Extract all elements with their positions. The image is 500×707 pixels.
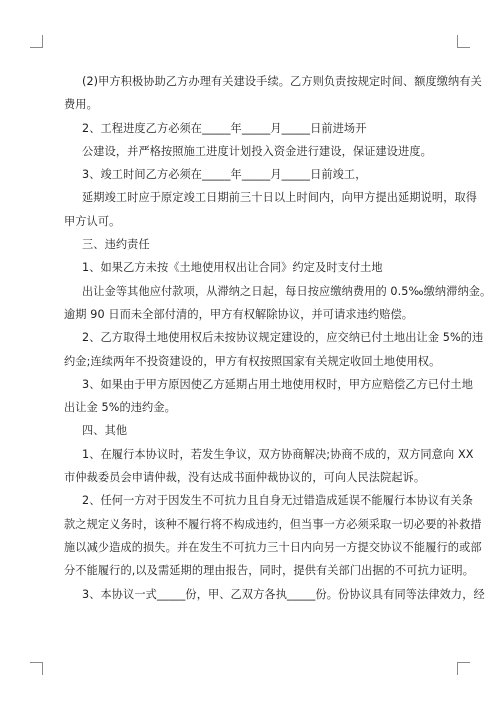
paragraph-line: 2、任何一方对于因发生不可抗力且自身无过错造成延误不能履行本协议有关条 <box>82 494 473 508</box>
paragraph-line: 市仲裁委员会申请仲裁，没有达成书面仲裁协议的，可向人民法院起诉。 <box>64 471 426 485</box>
paragraph-line: 费用。 <box>64 98 98 112</box>
crop-mark-bottom-left <box>30 662 43 675</box>
paragraph-line: 出让金等其他应付款项，从滞纳之日起，每日按应缴纳费用的 0.5‰缴纳滞纳金。 <box>82 284 492 298</box>
paragraph-line: 延期竣工时应于原定竣工日期前三十日以上时间内，向甲方提出延期说明，取得 <box>82 191 478 205</box>
crop-mark-top-left <box>30 35 43 48</box>
document-body <box>64 70 492 606</box>
paragraph-line: 3、如果由于甲方原因使乙方延期占用土地使用权时，甲方应赔偿乙方已付土地 <box>82 377 473 391</box>
paragraph-line: 逾期 90 日而未全部付清的，甲方有权解除协议，并可请求违约赔偿。 <box>64 307 414 321</box>
section-heading: 四、其他 <box>82 424 128 438</box>
paragraph-line: 出让金 5%的违约金。 <box>64 401 176 415</box>
paragraph-line: 3、竣工时间乙方必须在_____年_____月_____日前竣工， <box>82 168 367 182</box>
paragraph-line: 公建设，并严格按照施工进度计划投入资金进行建设，保证建设进度。 <box>82 144 432 158</box>
crop-mark-top-right <box>457 35 470 48</box>
paragraph-line: (2)甲方积极协助乙方办理有关建设手续。乙方则负责按规定时间、额度缴纳有关 <box>82 75 482 88</box>
paragraph-line: 分不能履行的,以及需延期的理由报告，同时，提供有关部门出据的不可抗力证明。 <box>64 564 475 578</box>
paragraph-line: 3、本协议一式_____份，甲、乙双方各执_____份。份协议具有同等法律效力，经 <box>82 587 485 601</box>
paragraph-line: 施以减少造成的损失。并在发生不可抗力三十日内向另一方提交协议不能履行的或部 <box>64 540 482 554</box>
paragraph-line: 1、如果乙方未按《土地使用权出让合同》约定及时支付土地 <box>82 261 383 275</box>
paragraph-line: 2、工程进度乙方必须在_____年_____月_____日前进场开 <box>82 121 367 135</box>
section-heading: 三、违约责任 <box>82 238 150 252</box>
paragraph-line: 甲方认可。 <box>64 214 121 228</box>
paragraph-line: 款之规定义务时，该种不履行将不构成违约，但当事一方必须采取一切必要的补救措 <box>64 517 482 531</box>
crop-mark-bottom-right <box>457 662 470 675</box>
paragraph-line: 约金;连续两年不投资建设的，甲方有权按照国家有关规定收回土地使用权。 <box>64 354 441 368</box>
paragraph-line: 2、乙方取得土地使用权后未按协议规定建设的，应交纳已付土地出让金 5%的违 <box>82 331 484 345</box>
paragraph-line: 1、在履行本协议时，若发生争议，双方协商解决;协商不成的，双方同意向 XX <box>82 447 474 461</box>
